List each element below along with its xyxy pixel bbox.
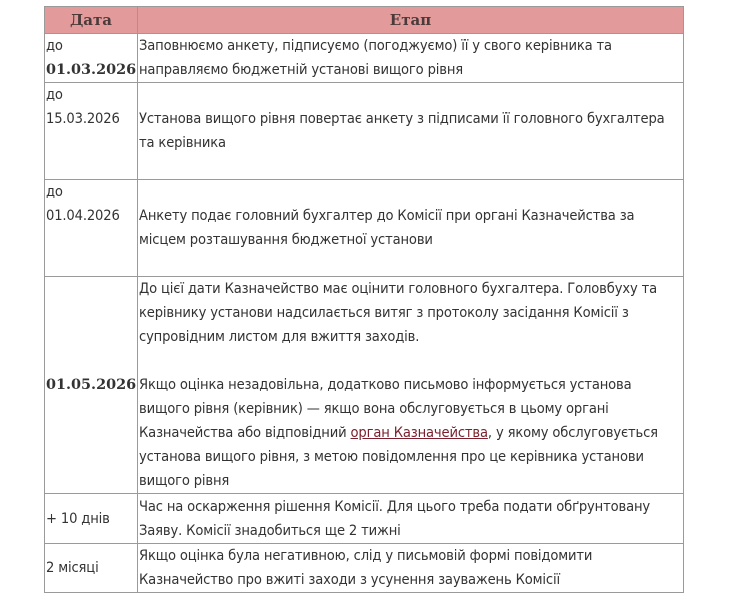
table-row — [45, 494, 684, 544]
stage-paragraph-1: До цієї дати Казначейство має оцінити головного бухгалтера. Головбуху та керівнику установи надсилається витяг з протоколу засідання Комісії з супровідним листом для вжиття заходів. — [139, 280, 657, 345]
date-cell — [45, 83, 138, 180]
spacer — [139, 180, 682, 204]
stage-cell — [138, 180, 684, 277]
table-row — [45, 34, 684, 83]
spacer — [139, 155, 682, 179]
stage-text-after-link: , у якому обслуговується установа вищого рівня, з метою повідомлення про це керівника установи вищого рівня — [139, 424, 658, 489]
stage-cell: Якщо оцінка була негативною, слід у письмовій формі повідомити Казначейство про вжиті заходи з усунення зауважень Комісії — [138, 544, 684, 593]
header-date: Дата — [45, 7, 138, 34]
table-header-row — [45, 7, 684, 34]
date-cell: 2 місяці — [45, 544, 138, 593]
stage-cell — [138, 83, 684, 180]
date-cell — [45, 180, 138, 277]
date-value: 15.03.2026 — [46, 110, 120, 127]
spacer — [139, 252, 682, 276]
date-value: 01.03.2026 — [46, 61, 137, 78]
spacer — [139, 83, 682, 107]
table-row — [45, 180, 684, 277]
stage-cell: Заповнюємо анкету, підписуємо (погоджуємо) її у свого керівника та направляємо бюджетній установі вищого рівня — [138, 34, 684, 83]
stage-text: Установа вищого рівня повертає анкету з підписами її головного бухгалтера та керівника — [139, 110, 665, 151]
table-row — [45, 544, 684, 593]
date-cell: + 10 днів — [45, 494, 138, 544]
schedule-table-container — [44, 6, 683, 593]
stage-cell — [138, 277, 684, 494]
stage-text: Анкету подає головний бухгалтер до Комісії при органі Казначейства за місцем розташування бюджетної установи — [139, 207, 635, 248]
date-cell — [45, 34, 138, 83]
date-prefix: до — [46, 37, 63, 54]
header-stage: Етап — [138, 7, 684, 34]
schedule-table — [44, 6, 684, 593]
table-row — [45, 83, 684, 180]
stage-text-before-link: Якщо оцінка незадовільна, додатково письмово інформується установа вищого рівня (керівник) — якщо вона обслуговується в цьому органі Казначейства або відповідний — [139, 376, 632, 441]
date-value: 01.04.2026 — [46, 207, 120, 224]
date-prefix: до — [46, 183, 63, 200]
treasury-body-link[interactable]: орган Казначейства — [350, 424, 488, 441]
stage-paragraph-2 — [139, 373, 682, 493]
date-prefix: до — [46, 86, 63, 103]
date-value: 01.05.2026 — [46, 376, 137, 393]
stage-cell: Час на оскарження рішення Комісії. Для цього треба подати обґрунтовану Заяву. Комісії знадобиться ще 2 тижні — [138, 494, 684, 544]
date-cell — [45, 277, 138, 494]
spacer — [139, 349, 682, 373]
table-row — [45, 277, 684, 494]
